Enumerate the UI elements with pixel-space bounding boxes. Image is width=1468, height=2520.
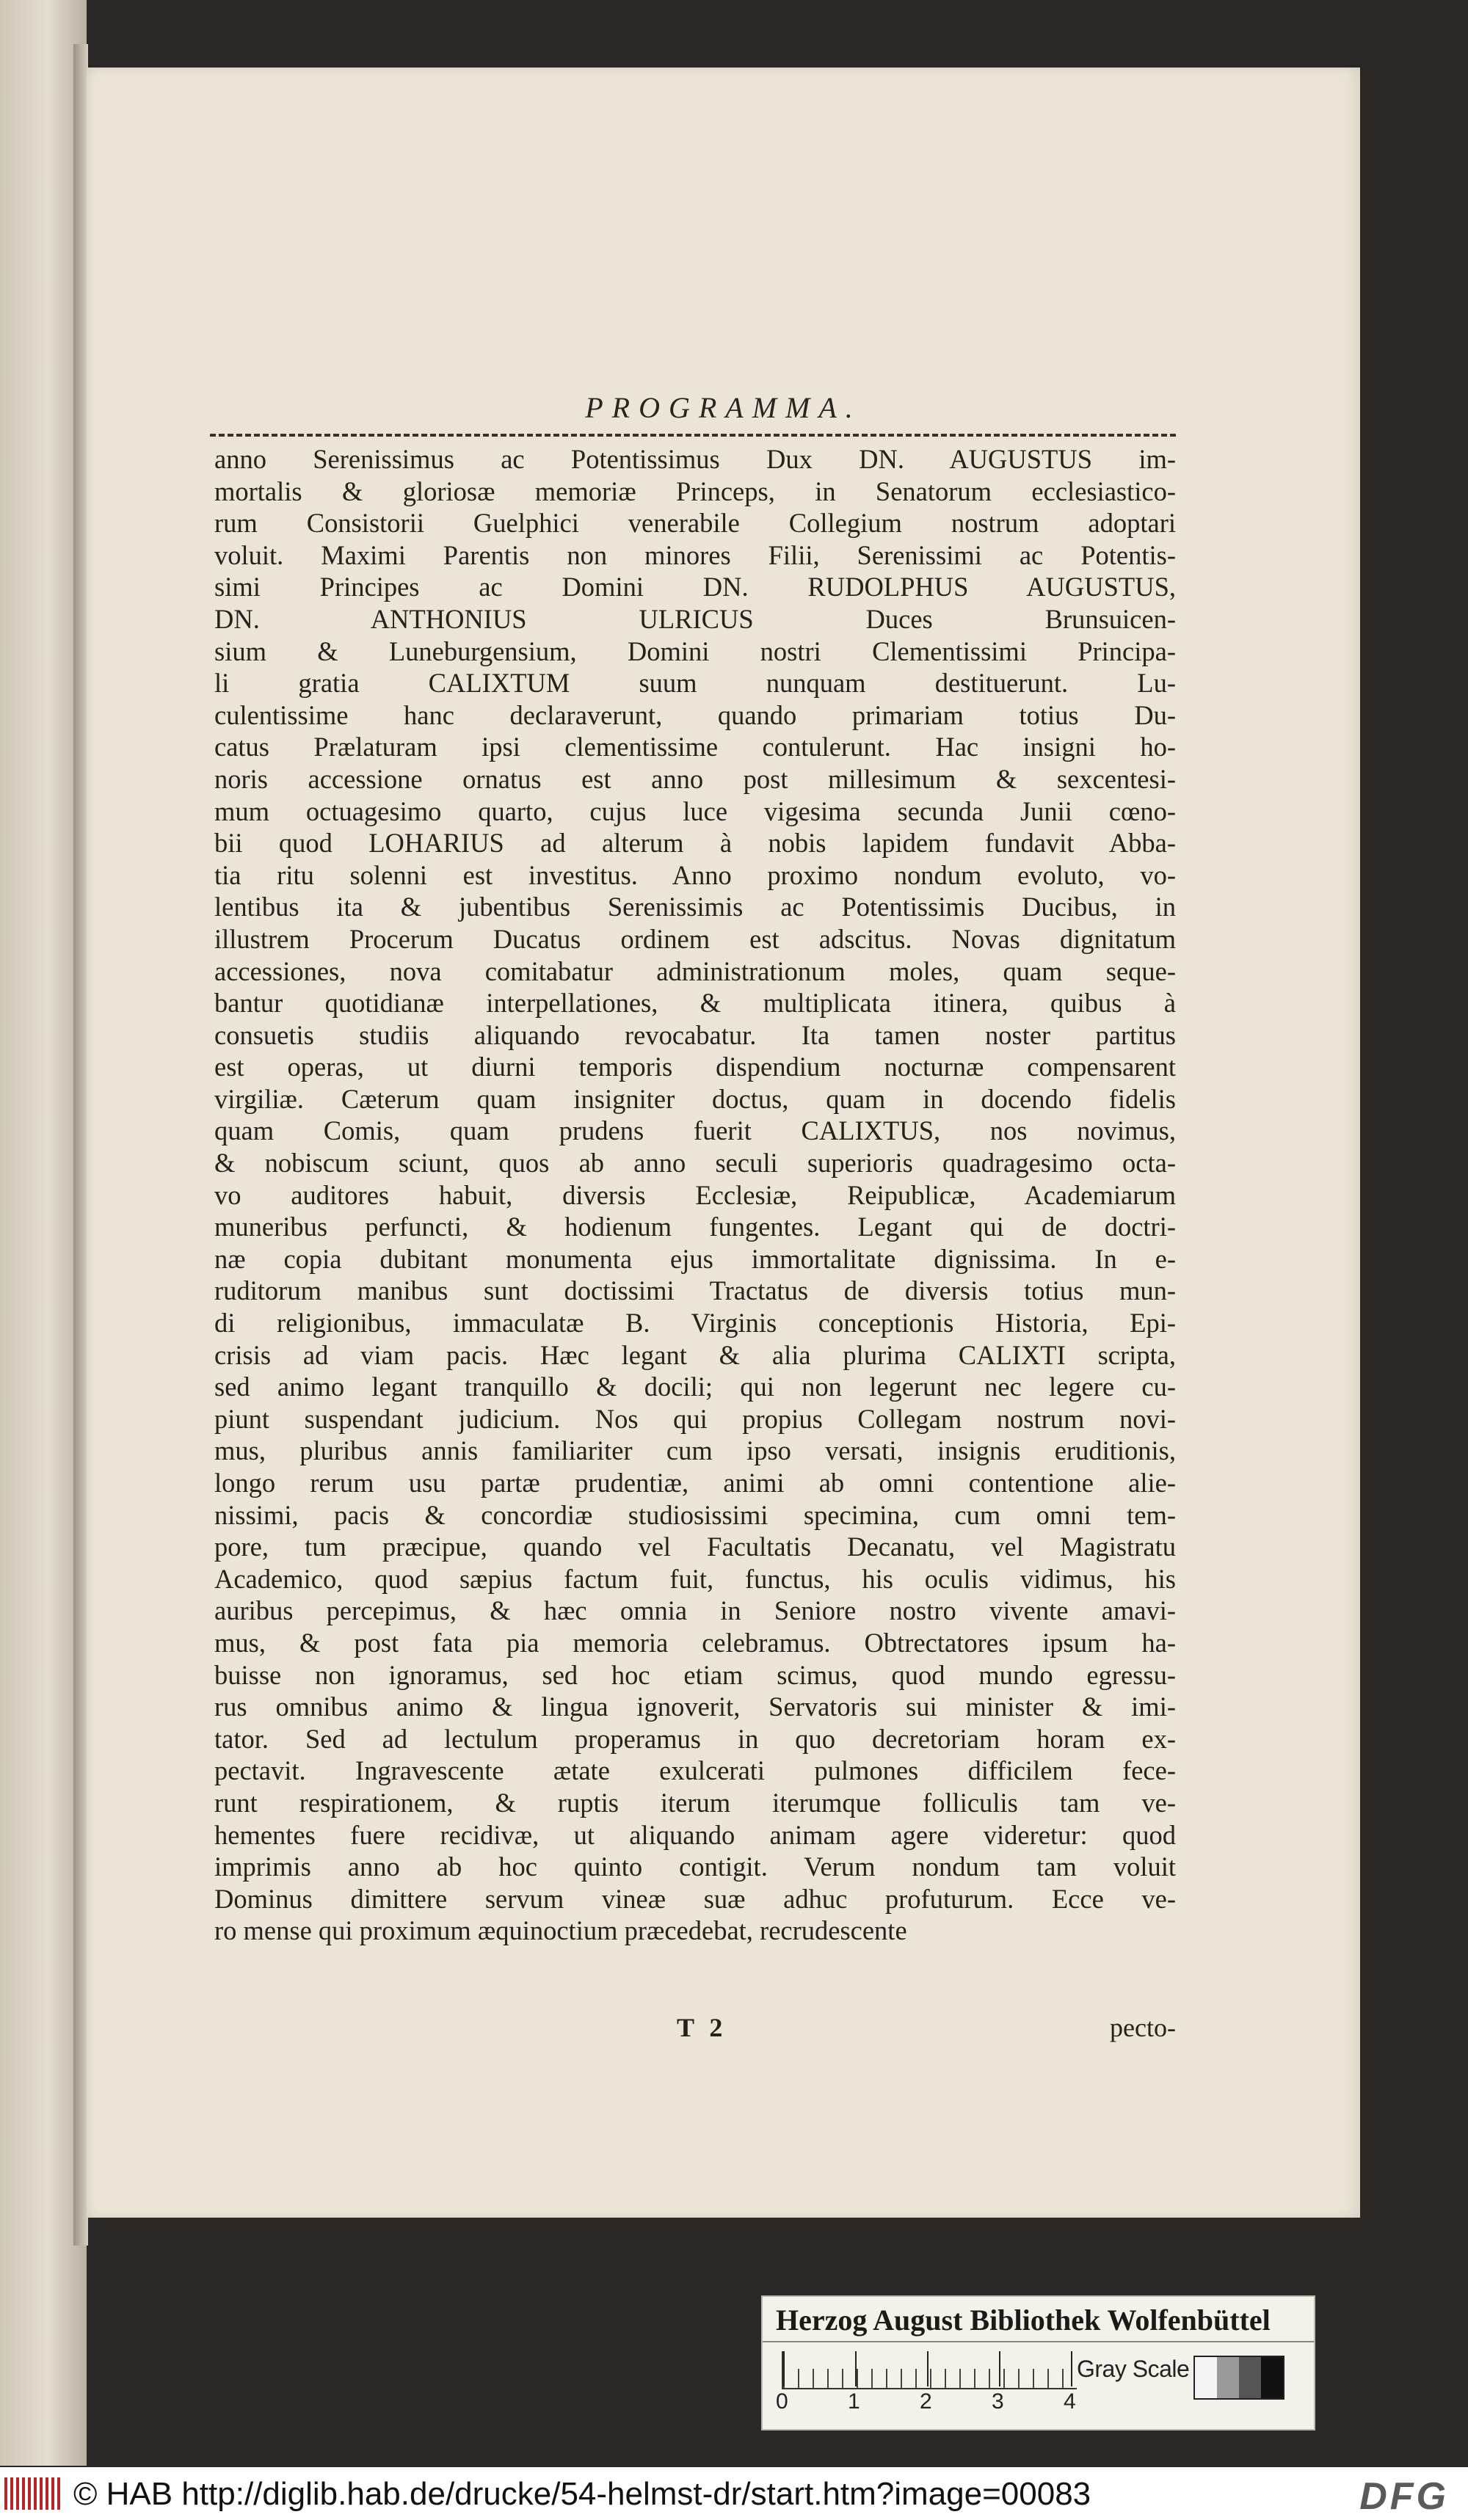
body-text <box>214 443 1176 1947</box>
text-line: longo rerum usu partæ prudentiæ, animi ab omni contentione alie- <box>214 1468 1176 1498</box>
book-page <box>87 68 1360 2218</box>
text-line: sed animo legant tranquillo & docili; qui non legerunt nec legere cu- <box>214 1372 1176 1402</box>
text-line: rum Consistorii Guelphici venerabile Collegium nostrum adoptari <box>214 508 1176 539</box>
text-line: ro mense qui proximum æquinoctium præcedebat, recrudescente <box>214 1915 907 1946</box>
text-line: noris accessione ornatus est anno post millesimum & sexcentesi- <box>214 763 1176 794</box>
ruler-number: 2 <box>920 2389 932 2414</box>
text-line: simi Principes ac Domini DN. RUDOLPHUS AUGUSTUS, <box>214 572 1176 602</box>
text-line: virgiliæ. Cæterum quam insigniter doctus, quam in docendo fidelis <box>214 1083 1176 1114</box>
text-line: pectavit. Ingravescente ætate exulcerati pulmones difficilem fece- <box>214 1755 1176 1786</box>
text-line: quam Comis, quam prudens fuerit CALIXTUS, nos novimus, <box>214 1115 1176 1146</box>
text-line: voluit. Maximi Parentis non minores Filii, Serenissimi ac Potentis- <box>214 539 1176 570</box>
text-line: runt respirationem, & ruptis iterum iterumque folliculis tam ve- <box>214 1787 1176 1818</box>
ruler-number: 4 <box>1064 2389 1076 2414</box>
text-line: auribus percepimus, & hæc omnia in Seniore nostro vivente amavi- <box>214 1595 1176 1626</box>
ruler-number: 0 <box>776 2389 788 2414</box>
text-line: lentibus ita & jubentibus Serenissimis ac Potentissimis Ducibus, in <box>214 892 1176 922</box>
text-line: mortalis & gloriosæ memoriæ Princeps, in Senatorum ecclesiastico- <box>214 476 1176 506</box>
text-line: culentissime hanc declaraverunt, quando primariam totius Du- <box>214 699 1176 730</box>
text-line: mum octuagesimo quarto, cujus luce vigesima secunda Junii cœno- <box>214 795 1176 826</box>
page-footer <box>214 2012 1176 2044</box>
gray-scale-label: Gray Scale <box>1077 2356 1190 2382</box>
text-line: anno Serenissimus ac Potentissimus Dux DN. AUGUSTUS im- <box>214 444 1176 474</box>
gray-swatch <box>1195 2357 1217 2398</box>
cm-ruler <box>782 2351 1077 2389</box>
text-line: rus omnibus animo & lingua ignoverit, Servatoris sui minister & imi- <box>214 1691 1176 1722</box>
footer-bar <box>0 2467 1468 2520</box>
ruler-tick <box>855 2351 857 2386</box>
text-line: crisis ad viam pacis. Hæc legant & alia plurima CALIXTI scripta, <box>214 1339 1176 1370</box>
text-line: muneribus perfuncti, & hodienum fungentes. Legant qui de doctri- <box>214 1212 1176 1242</box>
text-line: DN. ANTHONIUS ULRICUS Duces Brunsuicen- <box>214 603 1176 634</box>
text-line: tator. Sed ad lectulum properamus in quo decretoriam horam ex- <box>214 1723 1176 1754</box>
text-line: buisse non ignoramus, sed hoc etiam scimus, quod mundo egressu- <box>214 1659 1176 1690</box>
ruler-tick <box>783 2351 785 2386</box>
text-line: piunt suspendant judicium. Nos qui propius Collegam nostrum novi- <box>214 1403 1176 1434</box>
text-line: vo auditores habuit, diversis Ecclesiæ, Reipublicæ, Academiarum <box>214 1179 1176 1210</box>
ruler-tick <box>927 2351 929 2386</box>
text-line: tia ritu solenni est investitus. Anno proximo nondum evoluto, vo- <box>214 859 1176 890</box>
text-line: mus, pluribus annis familiariter cum ipso versati, insignis eruditionis, <box>214 1435 1176 1466</box>
color-scale-card <box>761 2295 1315 2430</box>
text-line: catus Prælaturam ipsi clementissime contulerunt. Hac insigni ho- <box>214 732 1176 762</box>
text-line: bantur quotidianæ interpellationes, & multiplicata itinera, quibus à <box>214 988 1176 1019</box>
dfg-logo: DFG <box>1359 2475 1449 2518</box>
text-line: di religionibus, immaculatæ B. Virginis conceptionis Historia, Epi- <box>214 1308 1176 1339</box>
gray-swatch <box>1239 2357 1261 2398</box>
text-line: Academico, quod sæpius factum fuit, functus, his oculis vidimus, his <box>214 1563 1176 1594</box>
text-line: est operas, ut diurni temporis dispendium nocturnæ compensarent <box>214 1052 1176 1082</box>
text-line: sium & Luneburgensium, Domini nostri Clementissimi Principa- <box>214 636 1176 666</box>
title-rule <box>210 434 1176 437</box>
ruler-tick <box>1071 2351 1072 2386</box>
text-line: imprimis anno ab hoc quinto contigit. Verum nondum tam voluit <box>214 1851 1176 1882</box>
text-line: pore, tum præcipue, quando vel Facultatis Decanatu, vel Magistratu <box>214 1532 1176 1562</box>
text-line: Dominus dimittere servum vineæ suæ adhuc profuturum. Ecce ve- <box>214 1883 1176 1914</box>
text-line: bii quod LOHARIUS ad alterum à nobis lapidem fundavit Abba- <box>214 828 1176 859</box>
signature-mark: T 2 <box>677 2013 727 2042</box>
gray-swatch <box>1217 2357 1239 2398</box>
ruler-tick <box>999 2351 1000 2386</box>
ruler-number: 3 <box>992 2389 1004 2414</box>
text-line: nissimi, pacis & concordiæ studiosissimi specimina, cum omni tem- <box>214 1499 1176 1530</box>
card-divider <box>763 2341 1314 2342</box>
page-title: PROGRAMMA. <box>585 391 862 424</box>
gray-swatch <box>1261 2357 1283 2398</box>
gray-scale-swatches <box>1193 2356 1284 2400</box>
book-spine-shadow <box>73 44 88 2246</box>
catchword: pecto- <box>1110 2013 1176 2042</box>
text-line: & nobiscum sciunt, quos ab anno seculi superioris quadragesimo octa- <box>214 1148 1176 1179</box>
text-line: consuetis studiis aliquando revocabatur. Ita tamen noster partitus <box>214 1019 1176 1050</box>
copyright-link[interactable]: © HAB http://diglib.hab.de/drucke/54-helmst-dr/start.htm?image=00083 <box>73 2476 1091 2512</box>
barcode-icon <box>4 2477 60 2510</box>
ruler-number: 1 <box>848 2389 860 2414</box>
text-line: li gratia CALIXTUM suum nunquam destituerunt. Lu- <box>214 668 1176 699</box>
text-line: illustrem Procerum Ducatus ordinem est adscitus. Novas dignitatum <box>214 923 1176 954</box>
text-line: accessiones, nova comitabatur administrationum moles, quam seque- <box>214 955 1176 986</box>
library-name: Herzog August Bibliothek Wolfenbüttel <box>776 2304 1271 2337</box>
text-line: ruditorum manibus sunt doctissimi Tractatus de diversis totius mun- <box>214 1275 1176 1306</box>
text-line: næ copia dubitant monumenta ejus immortalitate dignissima. In e- <box>214 1243 1176 1274</box>
text-line: mus, & post fata pia memoria celebramus. Obtrectatores ipsum ha- <box>214 1627 1176 1658</box>
text-line: hementes fuere recidivæ, ut aliquando animam agere videretur: quod <box>214 1819 1176 1850</box>
